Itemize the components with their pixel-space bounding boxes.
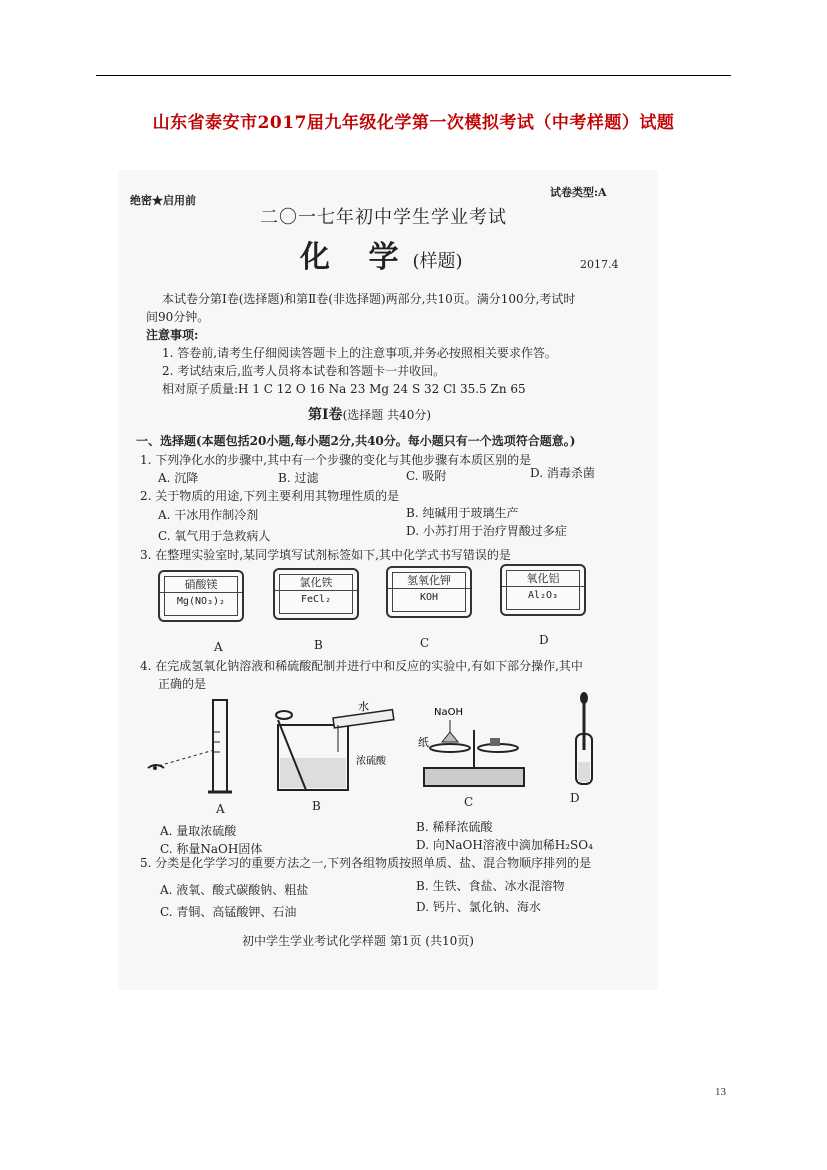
q3-letter-c: C — [420, 636, 430, 650]
section-title — [308, 404, 431, 424]
reagent-label-d-formula: Al₂O₃ — [527, 590, 559, 601]
reagent-label-a — [158, 570, 244, 622]
q4-letter-b: B — [312, 799, 321, 813]
section-roman: 第Ⅰ卷 — [308, 407, 343, 423]
figure-b-water-label: 水 — [358, 700, 369, 713]
intro-line-1: 本试卷分第Ⅰ卷(选择题)和第Ⅱ卷(非选择题)两部分,共10页。满分100分,考试时 — [162, 292, 576, 306]
reagent-label-d-name: 氧化铝 — [526, 572, 560, 585]
figure-c-paper-label: 纸 — [418, 736, 429, 749]
reagent-label-b-formula: FeCl₂ — [300, 594, 332, 605]
q2-stem: 2. 关于物质的用途,下列主要利用其物理性质的是 — [140, 489, 400, 503]
reagent-label-c-name: 氢氧化钾 — [407, 574, 451, 587]
subject-sample-tag: (样题) — [412, 251, 463, 272]
q4-option-c: C. 称量NaOH固体 — [160, 842, 263, 856]
reagent-label-c — [386, 566, 472, 618]
q4-letter-d: D — [570, 791, 580, 805]
q4-option-a: A. 量取浓硫酸 — [160, 824, 237, 838]
subject-title — [300, 232, 463, 276]
choice-heading: 一、选择题(本题包括20小题,每小题2分,共40分。每小题只有一个选项符合题意。) — [136, 434, 576, 448]
q2-option-c: C. 氧气用于急救病人 — [158, 529, 271, 543]
q1-option-a: A. 沉降 — [158, 471, 199, 485]
exam-name: 二〇一七年初中学生学业考试 — [260, 207, 507, 228]
figure-a-cylinder — [148, 700, 232, 792]
q1-option-b: B. 过滤 — [278, 471, 319, 485]
subject-name: 化 学 — [300, 240, 413, 275]
q1-option-d: D. 消毒杀菌 — [530, 466, 595, 480]
top-rule — [96, 75, 731, 76]
atomic-masses: 相对原子质量:H 1 C 12 O 16 Na 23 Mg 24 S 32 Cl 35.5 Zn 65 — [162, 382, 526, 396]
q2-option-d: D. 小苏打用于治疗胃酸过多症 — [406, 524, 567, 538]
reagent-label-b-name: 氯化铁 — [299, 576, 333, 589]
q1-option-c: C. 吸附 — [406, 469, 447, 483]
figure-b-acid-label: 浓硫酸 — [356, 756, 386, 767]
intro-line-2: 间90分钟。 — [146, 310, 210, 324]
figure-c-balance — [424, 720, 524, 786]
q4-stem-line-1: 4. 在完成氢氧化钠溶液和稀硫酸配制并进行中和反应的实验中,有如下部分操作,其中 — [140, 659, 583, 673]
reagent-label-c-formula: KOH — [419, 592, 439, 603]
q5-option-c: C. 青铜、高锰酸钾、石油 — [160, 905, 297, 919]
confidential-mark: 绝密★启用前 — [130, 194, 196, 207]
q4-option-b: B. 稀释浓硫酸 — [416, 820, 493, 834]
document-title: 山东省泰安市2017届九年级化学第一次模拟考试（中考样题）试题 — [152, 113, 675, 133]
reagent-label-a-name: 硝酸镁 — [184, 578, 218, 591]
q5-option-a: A. 液氧、酸式碳酸钠、粗盐 — [160, 883, 309, 897]
q4-letter-a: A — [216, 802, 225, 816]
q1-stem: 1. 下列净化水的步骤中,其中有一个步骤的变化与其他步骤有本质区别的是 — [140, 453, 532, 467]
figure-d-dropper — [576, 692, 592, 784]
figure-b-dilution — [276, 710, 394, 790]
q5-option-b: B. 生铁、食盐、冰水混溶物 — [416, 879, 565, 893]
note-1: 1. 答卷前,请考生仔细阅读答题卡上的注意事项,并务必按照相关要求作答。 — [162, 346, 557, 360]
q4-option-d: D. 向NaOH溶液中滴加稀H₂SO₄ — [416, 838, 593, 852]
q3-letter-d: D — [539, 633, 549, 647]
scanned-exam-page — [118, 170, 658, 990]
q3-stem: 3. 在整理实验室时,某同学填写试剂标签如下,其中化学式书写错误的是 — [140, 548, 511, 562]
exam-date: 2017.4 — [580, 258, 619, 271]
page-number: 13 — [715, 1086, 726, 1098]
q5-option-d: D. 钙片、氯化钠、海水 — [416, 900, 541, 914]
q3-letter-a: A — [214, 640, 223, 654]
paper-type: 试卷类型:A — [550, 186, 607, 199]
figure-c-naoh-label: NaOH — [434, 707, 463, 718]
q2-option-a: A. 干冰用作制冷剂 — [158, 508, 259, 522]
q4-stem-line-2: 正确的是 — [158, 677, 207, 691]
reagent-label-a-formula: Mg(NO₃)₂ — [176, 596, 226, 607]
q2-option-b: B. 纯碱用于玻璃生产 — [406, 506, 519, 520]
notes-title: 注意事项: — [146, 328, 199, 342]
q3-letter-b: B — [314, 638, 323, 652]
section-subtitle: (选择题 共40分) — [342, 408, 432, 422]
q5-stem: 5. 分类是化学学习的重要方法之一,下列各组物质按照单质、盐、混合物顺序排列的是 — [140, 856, 592, 870]
reagent-label-d — [500, 564, 586, 616]
q4-letter-c: C — [464, 795, 474, 809]
note-2: 2. 考试结束后,监考人员将本试卷和答题卡一并收回。 — [162, 364, 446, 378]
scan-footer: 初中学生学业考试化学样题 第1页 (共10页) — [242, 934, 474, 948]
reagent-label-b — [273, 568, 359, 620]
